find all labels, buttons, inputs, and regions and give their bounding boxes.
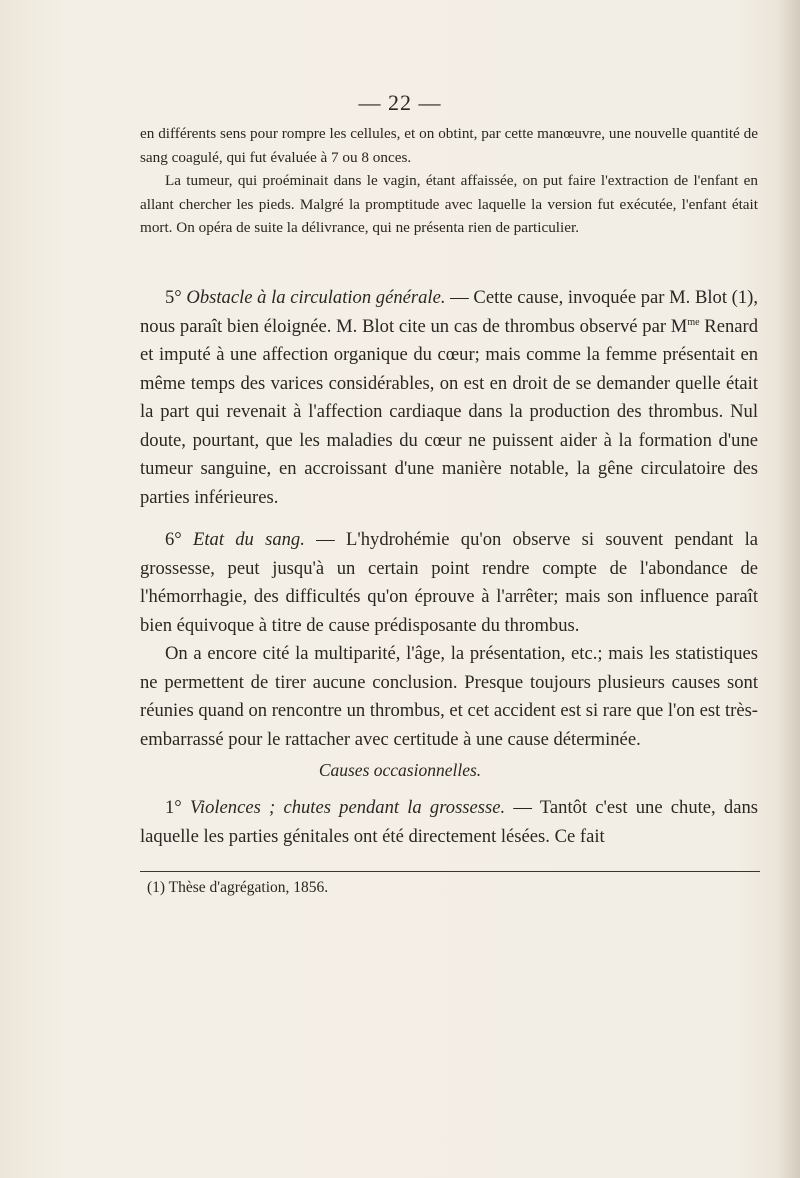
main-text bbox=[140, 284, 758, 754]
paragraph-continuation: en différents sens pour rompre les cellules, et on obtint, par cette manœuvre, une nouvelle quantité de sang coagulé, qui fut évaluée à 7 ou 8 onces. bbox=[140, 125, 758, 166]
footnote: (1) Thèse d'agrégation, 1856. bbox=[147, 879, 329, 896]
section-number: 1° bbox=[165, 797, 182, 818]
page-number: — 22 — bbox=[358, 90, 442, 115]
section-title: Obstacle à la circulation générale. bbox=[186, 287, 446, 308]
section-text-continued: Renard et imputé à une affection organique du cœur; mais comme la femme présentait en même temps des varices considérables, on est en droit de se demander quelle était la part qui revenait à l'affection cardiaque dans la production des thrombus. Nul doute, pourtant, que les maladies du cœur ne puissent aider à la formation d'une tumeur sanguine, en accroissant d'une manière notable, la gêne circulatoire des parties inférieures. bbox=[140, 315, 758, 508]
section-text: — L'hydrohémie qu'on observe si souvent pendant la grossesse, peut jusqu'à un certain point rendre compte de l'abondance de l'hémorrhagie, des difficultés qu'on éprouve à l'arrêter; mais son influence paraît bien équivoque à titre de cause prédisposante du thrombus. bbox=[140, 529, 758, 636]
section-number: 6° bbox=[165, 529, 182, 550]
heading-causes-occasionnelles: Causes occasionnelles. bbox=[318, 760, 482, 780]
section-number: 5° bbox=[165, 287, 182, 308]
section-title: Etat du sang. bbox=[193, 529, 305, 550]
paragraph-etat-du-sang bbox=[140, 526, 758, 640]
paragraph-obstacle bbox=[140, 284, 758, 512]
section-text: — Tantôt c'est une chute, dans laquelle les parties génitales ont été directement lésées. Ce fait bbox=[140, 797, 758, 847]
section-title: Violences ; chutes pendant la grossesse. bbox=[189, 797, 506, 818]
page-edge-shadow bbox=[778, 0, 800, 1178]
superscript: me bbox=[687, 316, 700, 328]
paragraph-tumeur: La tumeur, qui proéminait dans le vagin, étant affaissée, on put faire l'extraction de l'enfant en allant chercher les pieds. Malgré la promptitude avec laquelle la version fut exécutée, l'enfant était mort. On opéra de suite la délivrance, qui ne présenta rien de particulier. bbox=[140, 172, 758, 236]
paragraph-multiparite: On a encore cité la multiparité, l'âge, la présentation, etc.; mais les statistiques ne permettent de tirer aucune conclusion. Presque toujours plusieurs causes sont réunies quand on rencontre un thrombus, et cet accident est si rare que l'on est très-embarrassé pour le rattacher avec certitude à une cause déterminée. bbox=[140, 643, 758, 750]
section-text: — Cette cause, invoquée par M. Blot (1), nous paraît bien éloignée. M. Blot cite un cas de thrombus observé par M bbox=[140, 287, 758, 337]
footnote-rule bbox=[140, 871, 760, 872]
lower-text bbox=[140, 794, 758, 851]
opening-text bbox=[140, 122, 758, 240]
paragraph-violences bbox=[140, 794, 758, 851]
